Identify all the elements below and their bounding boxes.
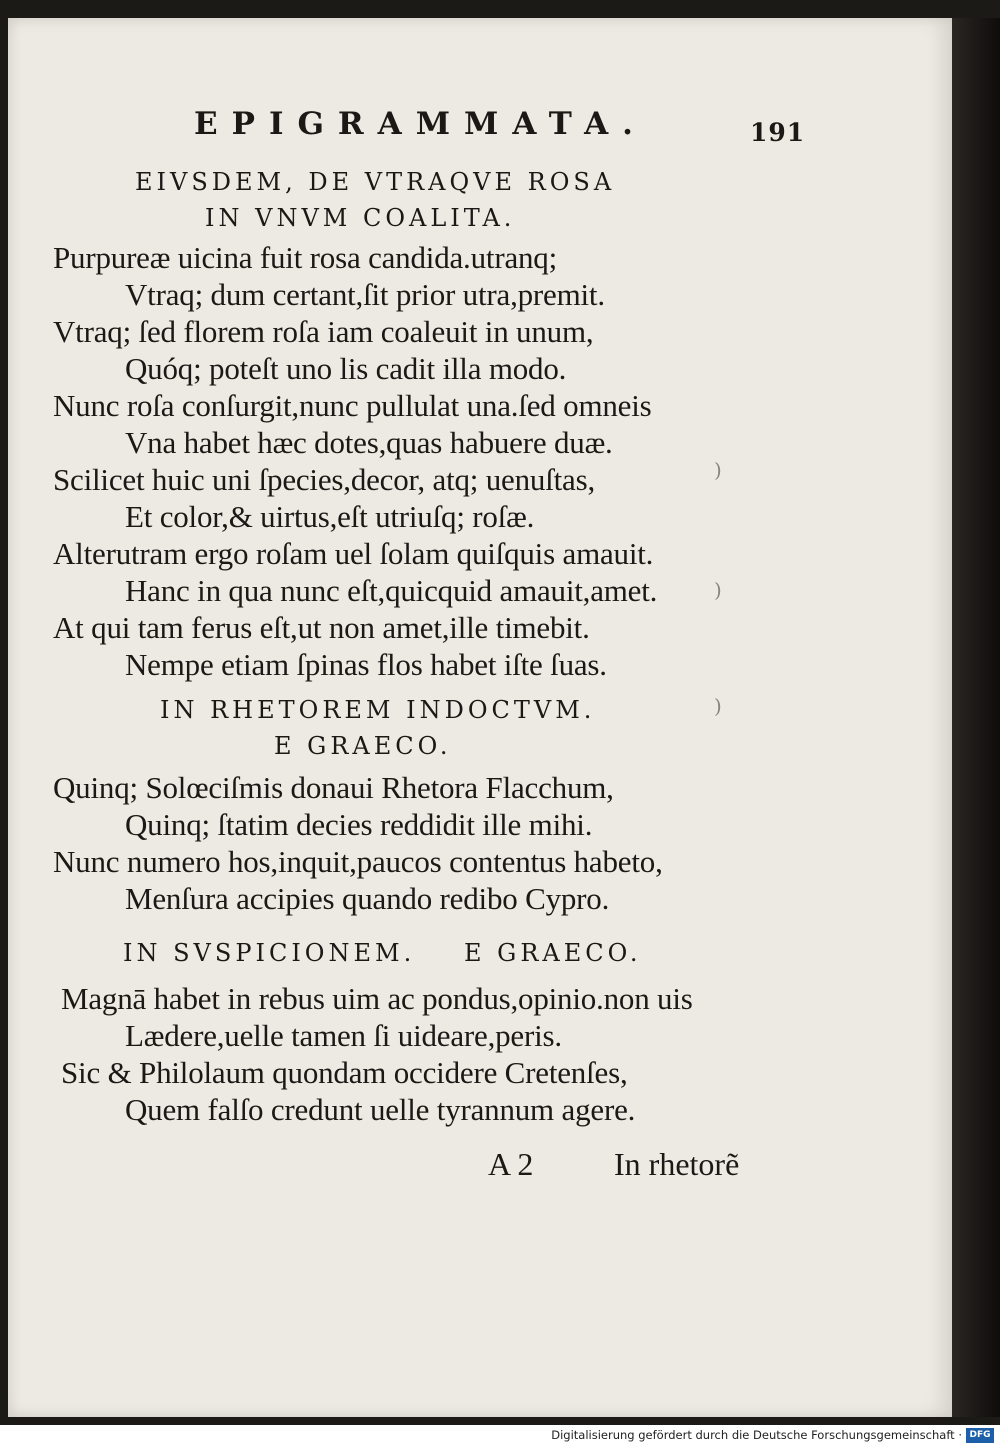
poem-1-heading-line-1: EIVSDEM, DE VTRAQVE ROSA [135, 168, 616, 196]
signature-mark: A 2 [488, 1146, 534, 1182]
digitization-footer [0, 1425, 1000, 1447]
poem-2-heading-line-2: E GRAECO. [274, 732, 452, 760]
poem-3-heading-line-1: IN SVSPICIONEM. [123, 939, 416, 967]
verse-line: Vna habet hæc dotes,quas habuere duæ. [125, 425, 613, 460]
verse-line: Quem falſo credunt uelle tyrannum agere. [125, 1092, 636, 1127]
page-edge [952, 18, 1000, 1417]
dfg-logo: DFG [966, 1428, 994, 1443]
book-page [8, 18, 952, 1417]
funding-credit: Digitalisierung gefördert durch die Deutsche Forschungsgemeinschaft · [551, 1428, 962, 1442]
show-through-mark: ) [714, 458, 722, 482]
verse-line: Quinq; ſtatim decies reddidit ille mihi. [125, 807, 593, 842]
catchword: In rhetorẽ [614, 1146, 740, 1182]
verse-line: Quinq; Solœciſmis donaui Rhetora Flacchum, [53, 770, 614, 805]
show-through-mark: ) [714, 694, 722, 718]
verse-line: At qui tam ferus eſt,ut non amet,ille timebit. [53, 610, 590, 645]
verse-line: Et color,& uirtus,eſt utriuſq; roſæ. [125, 499, 535, 534]
show-through-mark: ) [714, 578, 722, 602]
poem-2-heading-line-1: IN RHETOREM INDOCTVM. [160, 696, 596, 724]
verse-line: Alterutram ergo roſam uel ſolam quiſquis amauit. [53, 536, 654, 571]
verse-line: Menſura accipies quando redibo Cypro. [125, 881, 610, 916]
verse-line: Purpureæ uicina fuit rosa candida.utranq; [53, 240, 558, 275]
verse-line: Lædere,uelle tamen ſi uideare,peris. [125, 1018, 562, 1053]
verse-line: Sic & Philolaum quondam occidere Cretenſes, [61, 1055, 628, 1090]
verse-line: Scilicet huic uni ſpecies,decor, atq; uenuſtas, [53, 462, 596, 497]
verse-line: Hanc in qua nunc eſt,quicquid amauit,amet. [125, 573, 658, 608]
verse-line: Magnā habet in rebus uim ac pondus,opinio.non uis [61, 981, 693, 1016]
verse-line: Nunc numero hos,inquit,paucos contentus habeto, [53, 844, 663, 879]
verse-line: Nempe etiam ſpinas flos habet iſte ſuas. [125, 647, 607, 682]
verse-line: Vtraq; dum certant,ſit prior utra,premit. [125, 277, 605, 312]
poem-1-heading-line-2: IN VNVM COALITA. [205, 204, 516, 232]
page-number: 191 [750, 118, 806, 147]
running-head: EPIGRAMMATA. [194, 106, 647, 142]
verse-line: Quóq; poteſt uno lis cadit illa modo. [125, 351, 567, 386]
verse-line: Vtraq; ſed florem roſa iam coaleuit in unum, [53, 314, 594, 349]
verse-line: Nunc roſa conſurgit,nunc pullulat una.ſed omneis [53, 388, 652, 423]
poem-3-heading-line-2: E GRAECO. [464, 939, 642, 967]
